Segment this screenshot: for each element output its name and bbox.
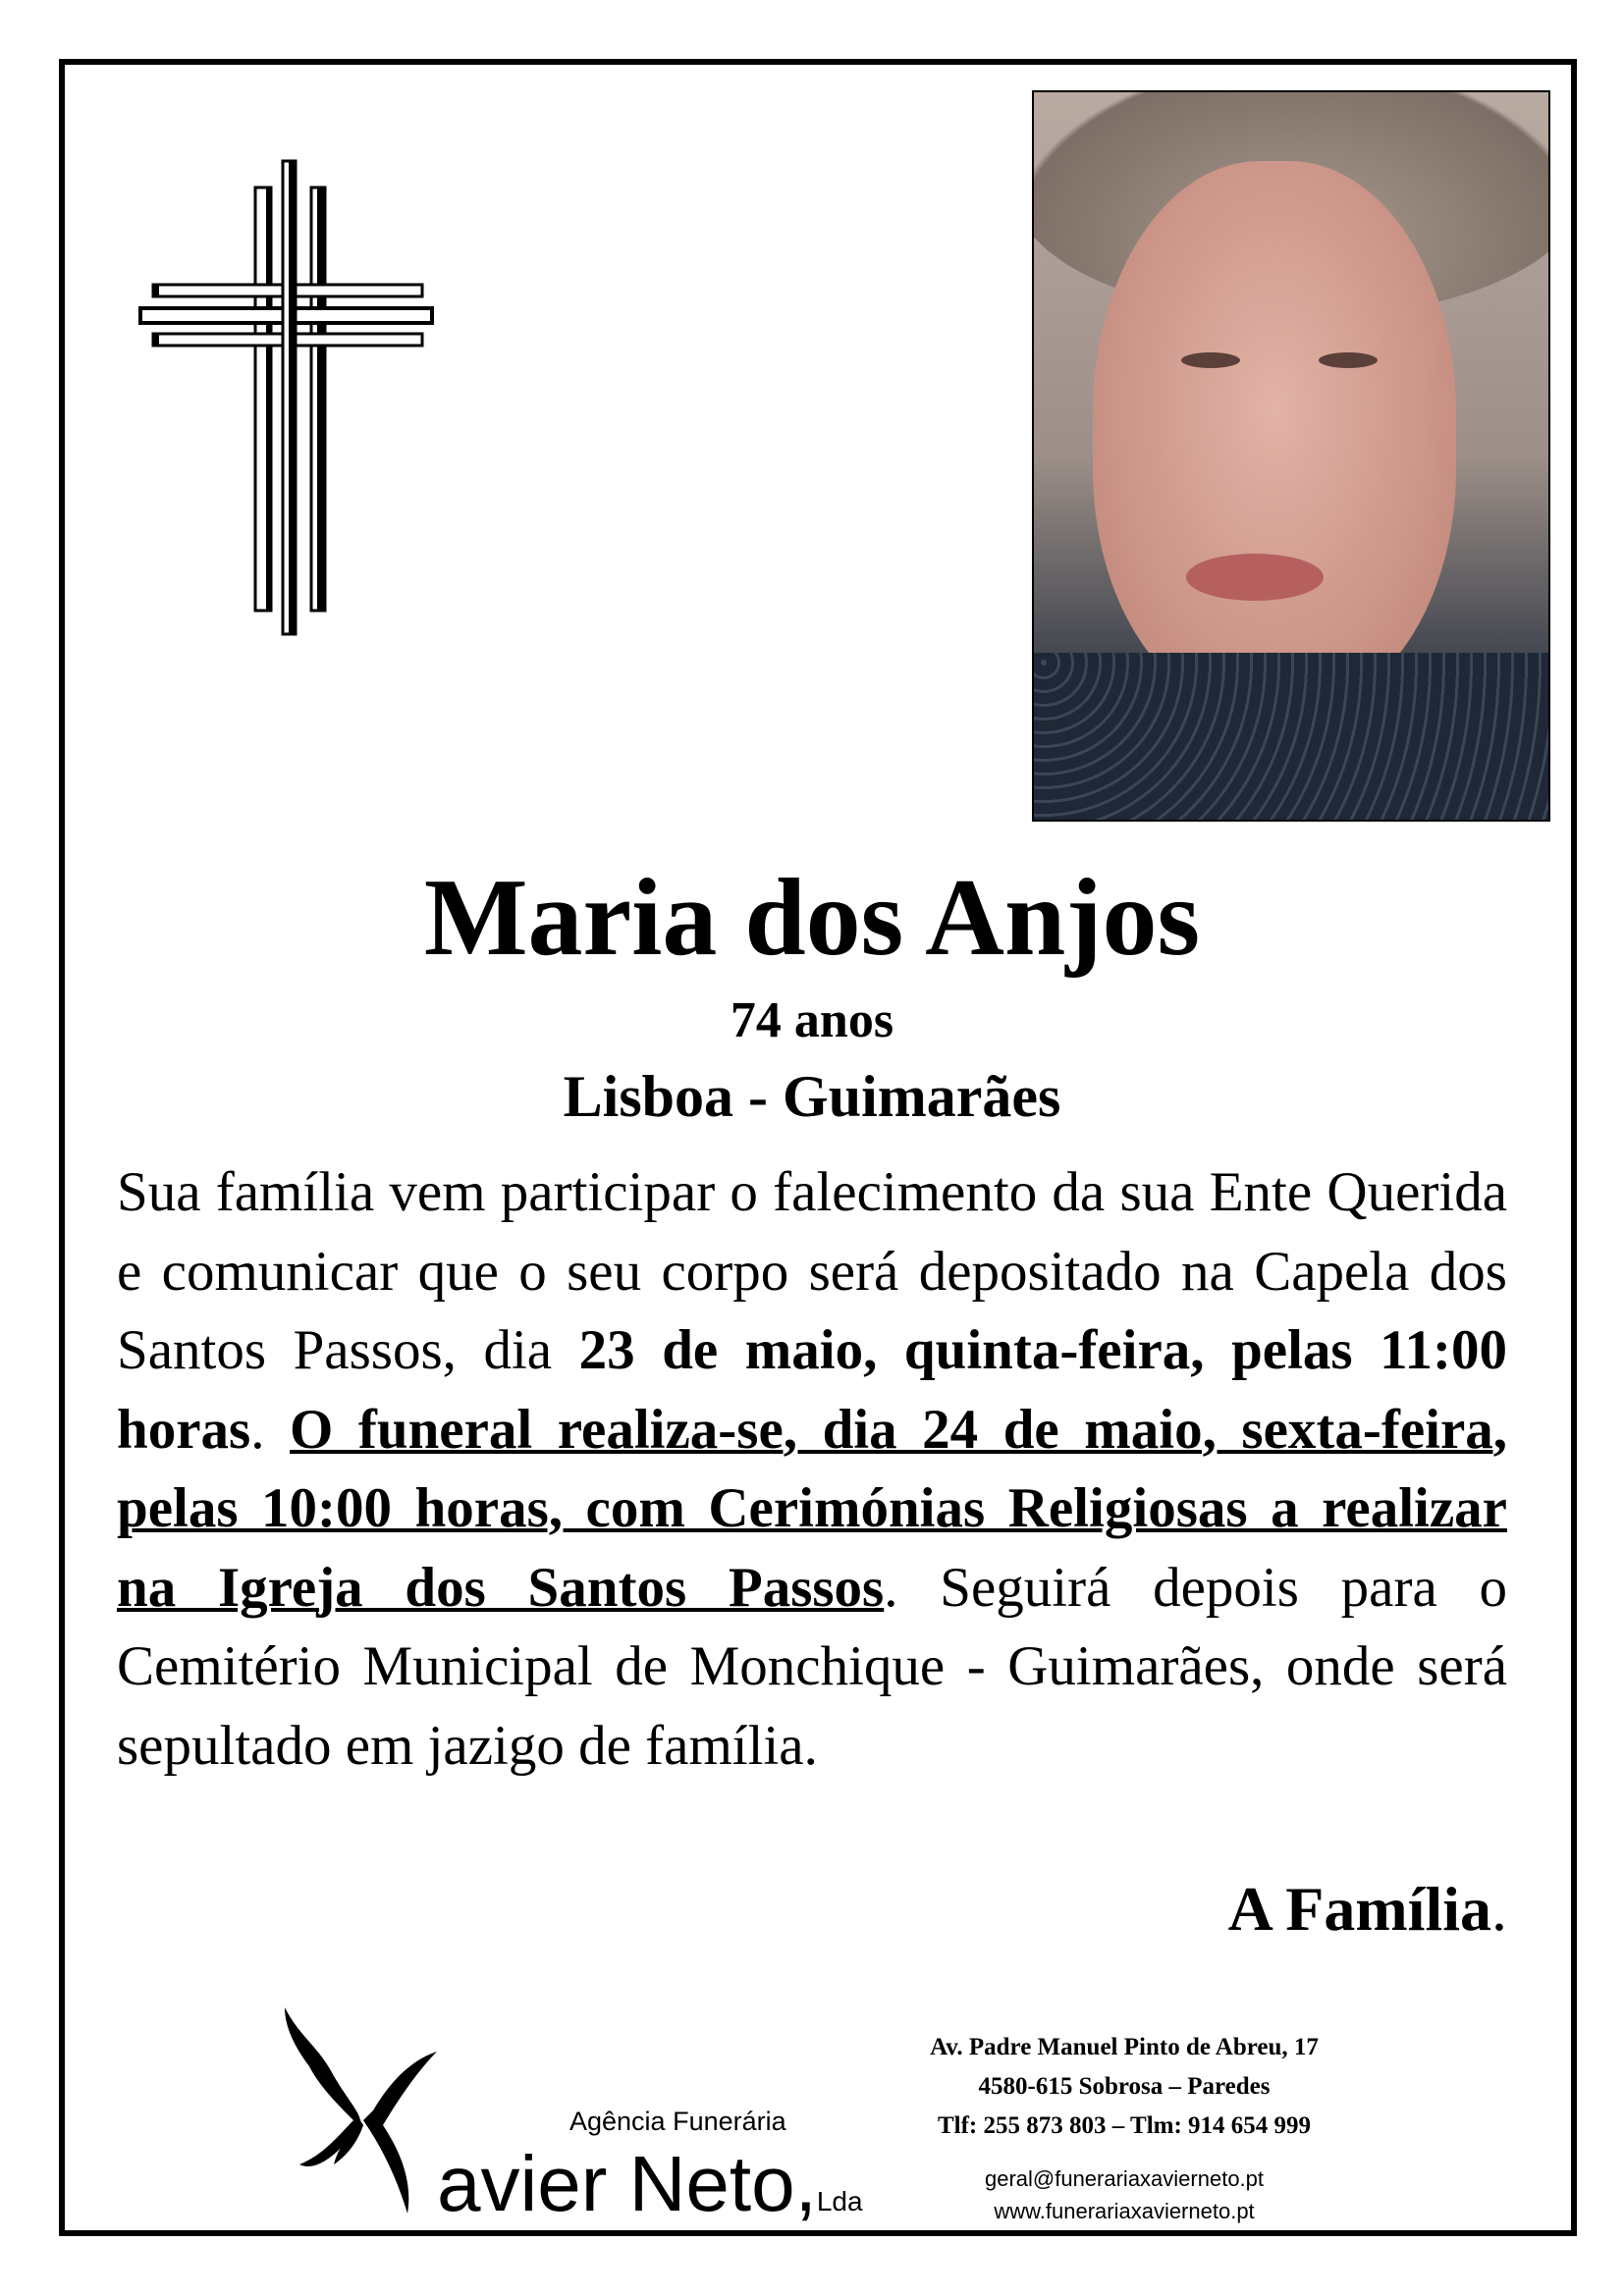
agency-brand [437, 2140, 863, 2246]
agency-contact [864, 2028, 1384, 2146]
brand-name: avier Neto, [437, 2140, 817, 2227]
brand-suffix: Lda [816, 2186, 863, 2216]
punctuation: . [250, 1398, 290, 1461]
signature [1228, 1875, 1507, 1944]
phone-numbers: Tlf: 255 873 803 – Tlm: 914 654 999 [937, 2112, 1312, 2139]
agency-online [864, 2163, 1384, 2227]
cross-icon [137, 157, 437, 638]
website-link[interactable]: www.funerariaxavierneto.pt [994, 2199, 1255, 2223]
address-line-2: 4580-615 Sobrosa – Paredes [978, 2073, 1271, 2100]
wake-datetime: 23 de maio, quinta-feira, pelas 11:00 horas [117, 1319, 1507, 1461]
deceased-photo [1032, 90, 1550, 822]
email-link[interactable]: geral@funerariaxavierneto.pt [984, 2166, 1265, 2191]
deceased-places: Lisboa - Guimarães [563, 1064, 1061, 1129]
deceased-name: Maria dos Anjos [423, 857, 1201, 979]
announcement-intro: Sua família vem participar o falecimento da sua Ente Querida e comunicar que o seu corpo será depositado na Capela dos Santos Passos, dia [117, 1161, 1507, 1381]
announcement-text [117, 1153, 1507, 1786]
signature-period: . [1491, 1874, 1507, 1944]
deceased-age: 74 anos [730, 992, 894, 1048]
address-line-1: Av. Padre Manuel Pinto de Abreu, 17 [930, 2034, 1319, 2060]
signature-text: A Família [1227, 1874, 1491, 1944]
agency-label: Agência Funerária [569, 2107, 786, 2136]
funeral-details: O funeral realiza-se, dia 24 de maio, sexta-feira, pelas 10:00 horas, com Cerimónias Religiosas a realizar na Igreja dos Santos Passos [117, 1398, 1508, 1619]
agency-logo-x-icon [280, 2007, 447, 2218]
burial-details: . Seguirá depois para o Cemitério Municipal de Monchique - Guimarães, onde será sepultado em jazigo de família. [117, 1556, 1508, 1777]
